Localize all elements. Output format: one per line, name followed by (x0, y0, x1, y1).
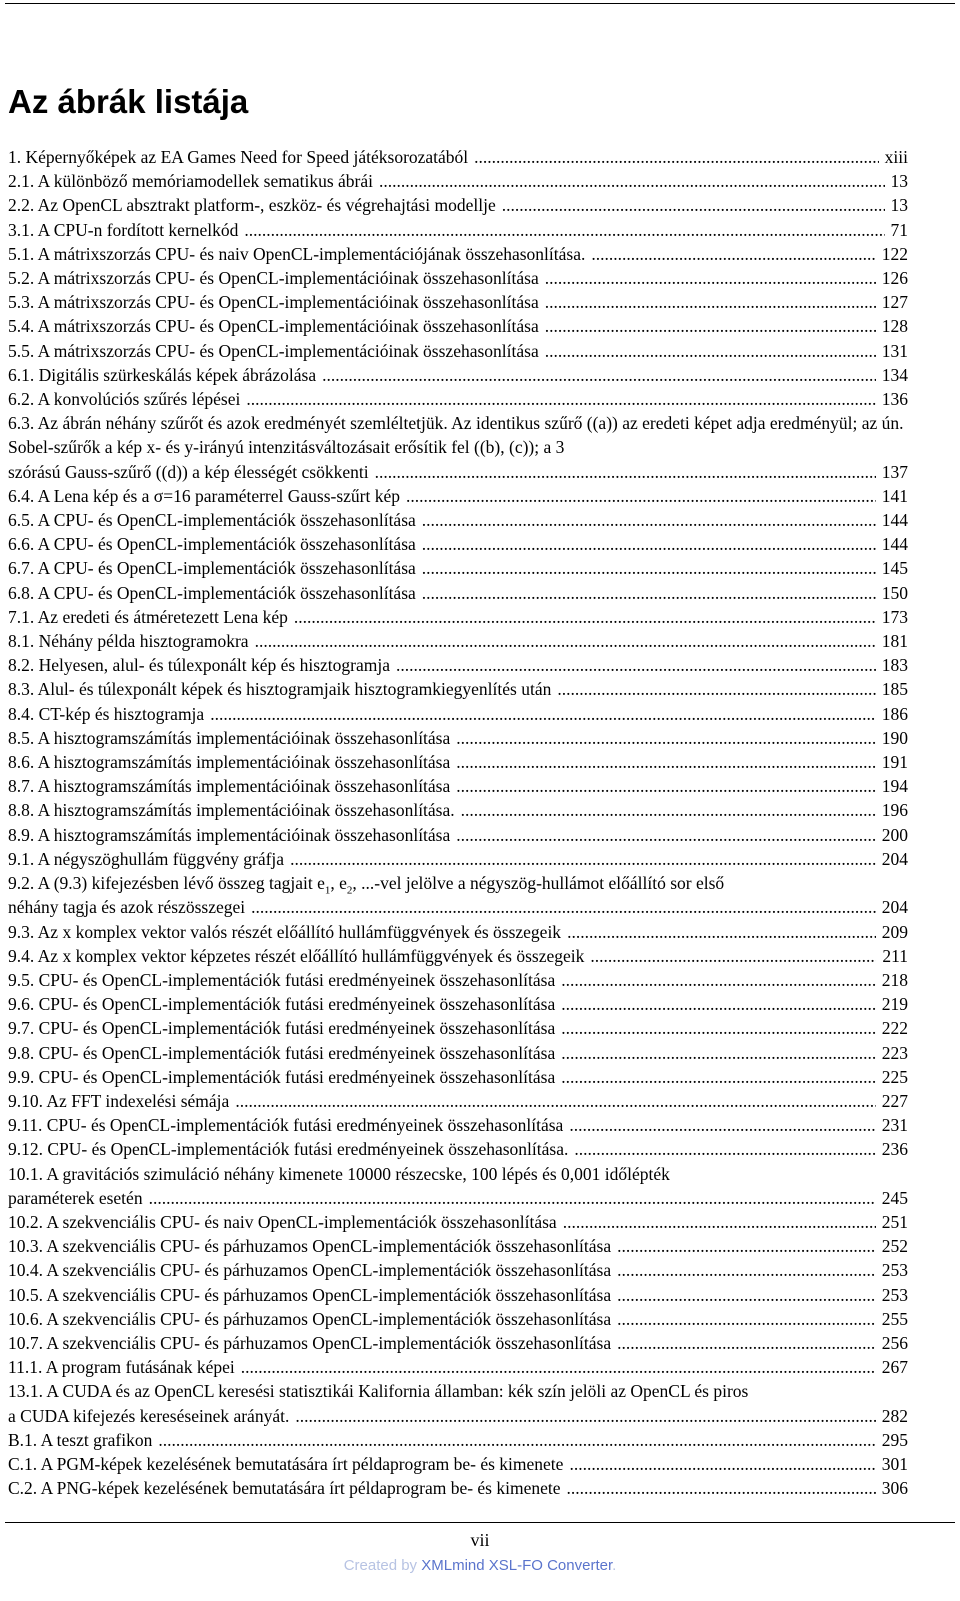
entry-line (8, 1234, 908, 1258)
entry-page-number: 185 (881, 679, 908, 700)
entry-title: 5.4. A mátrixszorzás CPU- és OpenCL-implementációinak összehasonlítása (8, 316, 539, 337)
entry-page-number: 150 (881, 582, 908, 603)
entry-line (8, 774, 908, 798)
entry-title: 7.1. Az eredeti és átméretezett Lena kép (8, 606, 288, 627)
entry-page-number: 306 (881, 1478, 908, 1499)
figure-list-entry[interactable] (8, 1307, 908, 1331)
figure-list-entry[interactable] (8, 1210, 908, 1234)
entry-page-number: 204 (881, 897, 908, 918)
entry-line (8, 1331, 908, 1355)
dot-leader (422, 556, 876, 575)
entry-line (8, 218, 908, 242)
entry-line (8, 726, 908, 750)
dot-leader (422, 508, 876, 527)
figure-list-entry[interactable] (8, 193, 908, 217)
entry-page-number: 209 (881, 921, 908, 942)
figure-list-entry[interactable] (8, 556, 908, 580)
dot-leader (422, 581, 876, 600)
figure-list-entry[interactable] (8, 508, 908, 532)
dot-leader (375, 460, 876, 479)
entry-title: 9.11. CPU- és OpenCL-implementációk futási eredményeinek összehasonlítása (8, 1115, 564, 1136)
entry-line (8, 1089, 908, 1113)
dot-leader (617, 1234, 876, 1253)
entry-page-number: 196 (881, 800, 908, 821)
entry-page-number: 223 (881, 1042, 908, 1063)
dot-leader (545, 314, 876, 333)
entry-page-number: 253 (881, 1260, 908, 1281)
figure-list-entry[interactable] (8, 992, 908, 1016)
entry-title: 6.8. A CPU- és OpenCL-implementációk összehasonlítása (8, 582, 416, 603)
entry-page-number: 134 (881, 364, 908, 385)
dot-leader (502, 193, 885, 212)
figure-list-entry[interactable] (8, 726, 908, 750)
entry-page-number: 186 (881, 703, 908, 724)
entry-page-number: 282 (881, 1405, 908, 1426)
entry-line (8, 556, 908, 580)
dot-leader (295, 1404, 875, 1423)
entry-title: 8.3. Alul- és túlexponált képek és hisztogramjaik hisztogramkiegyenlítés után (8, 679, 552, 700)
figure-list-entry[interactable] (8, 290, 908, 314)
figure-list-entry[interactable] (8, 363, 908, 387)
entry-title: néhány tagja és azok részösszegei (8, 897, 246, 918)
figure-list-entry[interactable] (8, 581, 908, 605)
entry-page-number: 194 (881, 776, 908, 797)
page-number: vii (470, 1530, 490, 1550)
entry-title: 8.8. A hisztogramszámítás implementációinak összehasonlítása. (8, 800, 455, 821)
entry-line (8, 1016, 908, 1040)
entry-page-number: 181 (881, 631, 908, 652)
entry-title: 8.9. A hisztogramszámítás implementációinak összehasonlítása (8, 824, 451, 845)
entry-page-number: 183 (881, 655, 908, 676)
figure-list-entry[interactable] (8, 1476, 908, 1500)
entry-line (8, 242, 908, 266)
dot-leader (561, 1041, 876, 1060)
credit-suffix: . (612, 1557, 617, 1574)
entry-line (8, 363, 908, 387)
entry-title-lead (8, 871, 908, 895)
entry-title: 10.7. A szekvenciális CPU- és párhuzamos OpenCL-implementációk összehasonlítása (8, 1332, 612, 1353)
entry-page-number: 218 (881, 969, 908, 990)
dot-leader (569, 1452, 875, 1471)
figure-list-entry[interactable] (8, 145, 908, 169)
entry-line (8, 339, 908, 363)
figure-list-entry[interactable] (8, 677, 908, 701)
dot-leader (158, 1428, 875, 1447)
entry-line (8, 605, 908, 629)
figure-list-entry[interactable] (8, 1258, 908, 1282)
figure-list-entry[interactable] (8, 1113, 908, 1137)
dot-leader (251, 895, 876, 914)
entry-page-number: 219 (881, 994, 908, 1015)
entry-title: 6.4. A Lena kép és a σ=16 paraméterrel Gauss-szűrt kép (8, 485, 401, 506)
figure-list-entry[interactable] (8, 1331, 908, 1355)
dot-leader (255, 629, 876, 648)
entry-line (8, 387, 908, 411)
entry-page-number: 144 (881, 534, 908, 555)
entry-title-lead: 6.3. Az ábrán néhány szűrőt és azok eredményét szemléltetjük. Az identikus szűrő ((a)) az eredeti képet adja eredményül; az ún. Sobel-szűrők a kép x- és y-irányú intenzitásváltozásait erősítik fel ((b), (c)); a 3 (8, 413, 904, 458)
dot-leader (322, 363, 876, 382)
entry-line (8, 1113, 908, 1137)
entry-page-number: 136 (881, 389, 908, 410)
entry-page-number: 144 (881, 510, 908, 531)
entry-page-number: xiii (884, 147, 908, 167)
entry-title-fragment: , ...-vel jelölve a négyszög-hullámot előállító sor első (352, 873, 725, 894)
entry-line (8, 266, 908, 290)
entry-line (8, 1041, 908, 1065)
dot-leader (545, 266, 876, 285)
bottom-rule (5, 1522, 955, 1523)
entry-line (8, 314, 908, 338)
entry-title: 9.9. CPU- és OpenCL-implementációk futási eredményeinek összehasonlítása (8, 1066, 556, 1087)
dot-leader (617, 1331, 876, 1350)
entry-title: 5.3. A mátrixszorzás CPU- és OpenCL-implementációinak összehasonlítása (8, 292, 539, 313)
entry-page-number: 141 (881, 485, 908, 506)
figure-list-entry[interactable] (8, 1065, 908, 1089)
dot-leader (396, 653, 876, 672)
entry-page-number: 252 (881, 1236, 908, 1257)
entry-page-number: 204 (881, 848, 908, 869)
entry-line (8, 702, 908, 726)
entry-line (8, 145, 908, 169)
entry-title: 10.4. A szekvenciális CPU- és párhuzamos OpenCL-implementációk összehasonlítása (8, 1260, 612, 1281)
entry-title: 9.12. CPU- és OpenCL-implementációk futási eredményeinek összehasonlítása. (8, 1139, 569, 1160)
figure-list-entry[interactable] (8, 774, 908, 798)
entry-line (8, 798, 908, 822)
entry-line (8, 847, 908, 871)
entry-title: C.1. A PGM-képek kezelésének bemutatására írt példaprogram be- és kimenete (8, 1453, 564, 1474)
figure-list-entry[interactable] (8, 169, 908, 193)
entry-page-number: 253 (881, 1284, 908, 1305)
entry-title: 8.2. Helyesen, alul- és túlexponált kép és hisztogramja (8, 655, 390, 676)
dot-leader (149, 1186, 876, 1205)
figure-list-entry[interactable] (8, 532, 908, 556)
entry-line (8, 1186, 908, 1210)
entry-title: paraméterek esetén (8, 1187, 143, 1208)
entry-title: 9.3. Az x komplex vektor valós részét előállító hullámfüggvények és összegeik (8, 921, 562, 942)
figure-list-entry[interactable] (8, 944, 908, 968)
entry-line (8, 1210, 908, 1234)
figure-list-entry[interactable] (8, 1355, 908, 1379)
entry-line (8, 1065, 908, 1089)
entry-line (8, 1137, 908, 1161)
figure-list-entry[interactable] (8, 605, 908, 629)
dot-leader (241, 1355, 876, 1374)
entry-title: 8.7. A hisztogramszámítás implementációinak összehasonlítása (8, 776, 451, 797)
entry-line (8, 653, 908, 677)
entry-title: 3.1. A CPU-n fordított kernelkód (8, 219, 239, 240)
entry-page-number: 236 (881, 1139, 908, 1160)
entry-title: 6.2. A konvolúciós szűrés lépései (8, 389, 241, 410)
figure-list-entry[interactable] (8, 847, 908, 871)
entry-line (8, 920, 908, 944)
figure-list-entry[interactable] (8, 823, 908, 847)
figure-list-entry[interactable] (8, 702, 908, 726)
entry-title: 8.6. A hisztogramszámítás implementációinak összehasonlítása (8, 752, 451, 773)
dot-leader (235, 1089, 875, 1108)
figure-list-entry[interactable] (8, 1016, 908, 1040)
entry-title: 11.1. A program futásának képei (8, 1357, 235, 1378)
figure-list-entry[interactable] (8, 314, 908, 338)
dot-leader (561, 1065, 876, 1084)
figure-list-entry[interactable] (8, 798, 908, 822)
entry-title: 9.6. CPU- és OpenCL-implementációk futási eredményeinek összehasonlítása (8, 994, 556, 1015)
dot-leader (569, 1113, 875, 1132)
entry-title: a CUDA kifejezés kereséseinek arányát. (8, 1405, 290, 1426)
entry-page-number: 145 (881, 558, 908, 579)
entry-page-number: 131 (881, 340, 908, 361)
figure-list-entry[interactable] (8, 968, 908, 992)
converter-credit (0, 1556, 960, 1576)
entry-page-number: 267 (881, 1357, 908, 1378)
entry-page-number: 173 (881, 606, 908, 627)
entry-title: 9.7. CPU- és OpenCL-implementációk futási eredményeinek összehasonlítása (8, 1018, 556, 1039)
entry-page-number: 127 (881, 292, 908, 313)
page-title: Az ábrák listája (8, 83, 249, 120)
figure-list-entry[interactable] (8, 871, 908, 919)
entry-page-number: 231 (881, 1115, 908, 1136)
figure-list-entry[interactable] (8, 653, 908, 677)
dot-leader (590, 944, 876, 963)
dot-leader (617, 1307, 876, 1326)
entry-title: 6.1. Digitális szürkeskálás képek ábrázolása (8, 364, 317, 385)
entry-line (8, 944, 908, 968)
entry-title: 6.7. A CPU- és OpenCL-implementációk összehasonlítása (8, 558, 416, 579)
entry-line (8, 532, 908, 556)
figure-list-entry[interactable] (8, 1234, 908, 1258)
figure-list-entry[interactable] (8, 1379, 908, 1427)
entry-page-number: 191 (881, 752, 908, 773)
entry-title: 9.5. CPU- és OpenCL-implementációk futási eredményeinek összehasonlítása (8, 969, 556, 990)
entry-line (8, 968, 908, 992)
entry-page-number: 200 (881, 824, 908, 845)
dot-leader (561, 992, 876, 1011)
entry-page-number: 225 (881, 1066, 908, 1087)
entry-page-number: 126 (881, 268, 908, 289)
entry-title: 6.6. A CPU- és OpenCL-implementációk összehasonlítása (8, 534, 416, 555)
dot-leader (567, 1476, 876, 1495)
figure-list-entry[interactable] (8, 266, 908, 290)
entry-line (8, 1476, 908, 1500)
entry-title: 9.1. A négyszöghullám függvény gráfja (8, 848, 285, 869)
top-rule (5, 3, 955, 4)
dot-leader (210, 702, 876, 721)
entry-title: 5.5. A mátrixszorzás CPU- és OpenCL-implementációinak összehasonlítása (8, 340, 539, 361)
entry-title: 5.1. A mátrixszorzás CPU- és naiv OpenCL-implementációjának összehasonlítása. (8, 243, 586, 264)
entry-page-number: 71 (890, 219, 908, 240)
entry-page-number: 251 (881, 1211, 908, 1232)
entry-line (8, 484, 908, 508)
entry-line (8, 992, 908, 1016)
dot-leader (379, 169, 885, 188)
entry-line (8, 169, 908, 193)
figure-list-entry[interactable] (8, 920, 908, 944)
entry-title-lead: 13.1. A CUDA és az OpenCL keresési statisztikái Kalifornia államban: kék szín jelöli az OpenCL és piros (8, 1381, 749, 1402)
figure-list-entry[interactable] (8, 242, 908, 266)
entry-line (8, 895, 908, 919)
entry-page-number: 255 (881, 1308, 908, 1329)
entry-page-number: 190 (881, 727, 908, 748)
entry-line (8, 750, 908, 774)
entry-page-number: 122 (881, 243, 908, 264)
figure-list-entry[interactable] (8, 1428, 908, 1452)
dot-leader (422, 532, 876, 551)
entry-title-lead: 10.1. A gravitációs szimuláció néhány kimenete 10000 részecske, 100 lépés és 0,001 időlépték (8, 1163, 670, 1184)
entry-line (8, 1452, 908, 1476)
figure-list-entry[interactable] (8, 1283, 908, 1307)
figure-list-entry[interactable] (8, 1041, 908, 1065)
figure-list-entry[interactable] (8, 1137, 908, 1161)
figure-list-entry[interactable] (8, 411, 908, 484)
figure-list-entry[interactable] (8, 629, 908, 653)
entry-page-number: 222 (881, 1018, 908, 1039)
entry-line (8, 1355, 908, 1379)
dot-leader (456, 726, 875, 745)
dot-leader (294, 605, 876, 624)
dot-leader (617, 1258, 876, 1277)
entry-title: 2.2. Az OpenCL absztrakt platform-, eszköz- és végrehajtási modellje (8, 195, 496, 216)
figure-list-entry[interactable] (8, 750, 908, 774)
entry-line (8, 1428, 908, 1452)
entry-title: 9.4. Az x komplex vektor képzetes részét előállító hullámfüggvények és összegeik (8, 945, 585, 966)
entry-line (8, 1404, 908, 1428)
entry-title-fragment: 9.2. A (9.3) kifejezésben lévő összeg tagjait e (8, 873, 325, 894)
entry-page-number: 227 (881, 1090, 908, 1111)
figure-list-entry[interactable] (8, 387, 908, 411)
dot-leader (574, 1137, 875, 1156)
dot-leader (557, 677, 875, 696)
entry-title: 5.2. A mátrixszorzás CPU- és OpenCL-implementációinak összehasonlítása (8, 268, 539, 289)
entry-page-number: 137 (881, 461, 908, 482)
entry-title: 10.5. A szekvenciális CPU- és párhuzamos OpenCL-implementációk összehasonlítása (8, 1284, 612, 1305)
entry-page-number: 13 (890, 195, 908, 216)
entry-title: 10.6. A szekvenciális CPU- és párhuzamos OpenCL-implementációk összehasonlítása (8, 1308, 612, 1329)
dot-leader (591, 242, 875, 261)
entry-page-number: 301 (881, 1453, 908, 1474)
entry-title-fragment: , e (330, 873, 347, 894)
entry-line (8, 460, 908, 484)
entry-page-number: 245 (881, 1187, 908, 1208)
figure-list-entry[interactable] (8, 1162, 908, 1210)
dot-leader (561, 968, 876, 987)
dot-leader (563, 1210, 876, 1229)
entry-title: 8.5. A hisztogramszámítás implementációinak összehasonlítása (8, 727, 451, 748)
entry-title: C.2. A PNG-képek kezelésének bemutatására írt példaprogram be- és kimenete (8, 1478, 561, 1499)
entry-line (8, 677, 908, 701)
credit-prefix: Created by (343, 1557, 422, 1574)
subscript-index: 2 (346, 884, 353, 897)
entry-line (8, 823, 908, 847)
dot-leader (567, 920, 876, 939)
entry-title: 6.5. A CPU- és OpenCL-implementációk összehasonlítása (8, 510, 416, 531)
entry-page-number: 128 (881, 316, 908, 337)
entry-page-number: 256 (881, 1332, 908, 1353)
entry-title: 8.4. CT-kép és hisztogramja (8, 703, 205, 724)
entry-title: B.1. A teszt grafikon (8, 1429, 153, 1450)
dot-leader (456, 823, 875, 842)
dot-leader (456, 750, 875, 769)
figure-list-entry[interactable] (8, 1452, 908, 1476)
entry-line (8, 1283, 908, 1307)
figure-list-entry[interactable] (8, 218, 908, 242)
entry-line (8, 629, 908, 653)
credit-brand-link[interactable]: XMLmind XSL-FO Converter (421, 1557, 613, 1574)
entry-page-number: 211 (882, 945, 908, 966)
dot-leader (545, 290, 876, 309)
entry-title: 10.3. A szekvenciális CPU- és párhuzamos OpenCL-implementációk összehasonlítása (8, 1236, 612, 1257)
entry-page-number: 13 (890, 171, 908, 192)
figure-list (8, 145, 908, 1500)
dot-leader (290, 847, 876, 866)
entry-title: 2.1. A különböző memóriamodellek sematikus ábrái (8, 171, 373, 192)
dot-leader (617, 1283, 876, 1302)
dot-leader (406, 484, 876, 503)
figure-list-entry[interactable] (8, 339, 908, 363)
subscript-index: 1 (324, 884, 331, 897)
entry-title: 1. Képernyőképek az EA Games Need for Speed játéksorozatából (8, 147, 469, 167)
entry-title: szórású Gauss-szűrő ((d)) a kép élességét csökkenti (8, 461, 369, 482)
entry-title: 9.10. Az FFT indexelési sémája (8, 1090, 230, 1111)
entry-title: 9.8. CPU- és OpenCL-implementációk futási eredményeinek összehasonlítása (8, 1042, 556, 1063)
entry-line (8, 1307, 908, 1331)
dot-leader (456, 774, 875, 793)
dot-leader (461, 798, 876, 817)
entry-line (8, 508, 908, 532)
figure-list-entry[interactable] (8, 1089, 908, 1113)
entry-title: 8.1. Néhány példa hisztogramokra (8, 631, 249, 652)
entry-line (8, 290, 908, 314)
dot-leader (545, 339, 876, 358)
dot-leader (244, 218, 884, 237)
dot-leader (561, 1016, 876, 1035)
entry-title: 10.2. A szekvenciális CPU- és naiv OpenCL-implementációk összehasonlítása (8, 1211, 557, 1232)
entry-line (8, 1258, 908, 1282)
figure-list-entry[interactable] (8, 484, 908, 508)
entry-line (8, 581, 908, 605)
entry-page-number: 295 (881, 1429, 908, 1450)
dot-leader (246, 387, 875, 406)
entry-line (8, 193, 908, 217)
dot-leader (474, 145, 878, 164)
